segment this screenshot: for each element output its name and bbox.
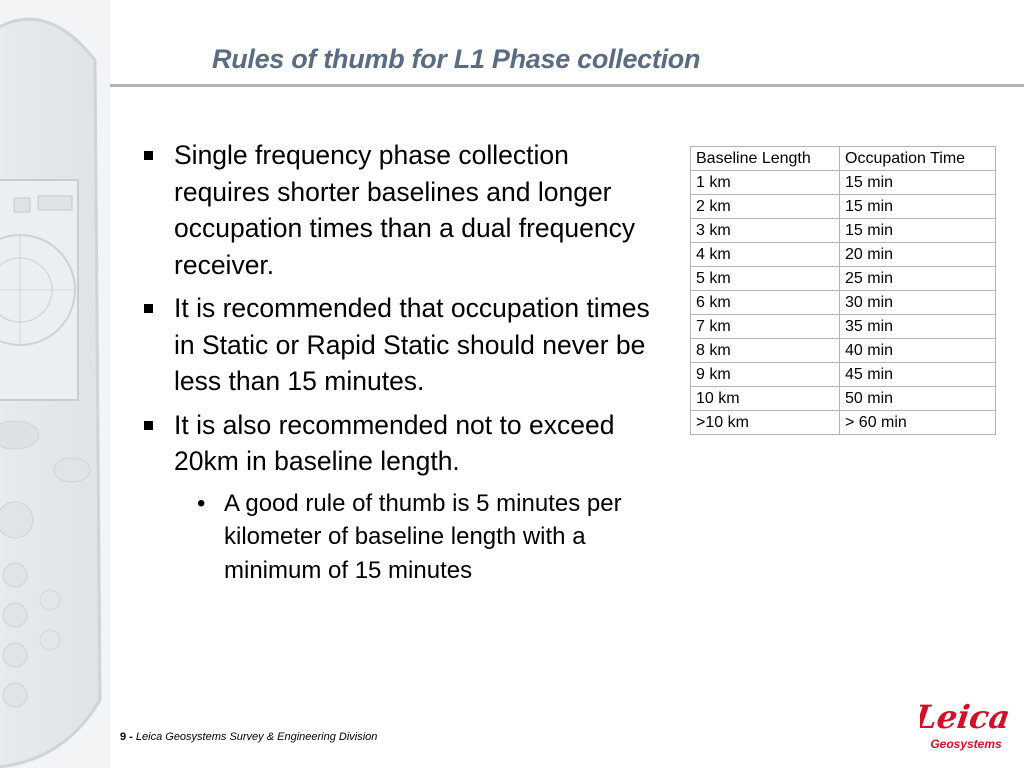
slide-title: Rules of thumb for L1 Phase collection (212, 44, 701, 74)
baseline-occupation-table (690, 146, 996, 435)
footer-text: Leica Geosystems Survey & Engineering Division (135, 731, 378, 743)
table-row (691, 315, 996, 339)
bullet-item: Single frequency phase collection requires shorter baselines and longer occupation times than a dual frequency receiver. (140, 137, 650, 283)
table-cell: 5 km (691, 267, 840, 291)
page-number: 9 - (120, 731, 133, 743)
table-row (691, 195, 996, 219)
table-cell: 4 km (691, 243, 840, 267)
table-cell: 30 min (840, 291, 996, 315)
logo-brand: Leica (920, 698, 1012, 736)
table-cell: 1 km (691, 171, 840, 195)
title-divider (110, 84, 1024, 87)
table-header-row (691, 147, 996, 171)
table-cell: 20 min (840, 243, 996, 267)
table-cell: 15 min (840, 219, 996, 243)
sub-bullet-item (197, 487, 650, 588)
table-row (691, 171, 996, 195)
logo-subtitle: Geosystems (930, 737, 1002, 751)
table-row (691, 339, 996, 363)
table-cell: 15 min (840, 171, 996, 195)
table-cell: 7 km (691, 315, 840, 339)
table-cell: 25 min (840, 267, 996, 291)
table-row (691, 219, 996, 243)
table-row (691, 267, 996, 291)
table-row (691, 243, 996, 267)
bullet-list (140, 137, 650, 587)
slide-footer (120, 731, 377, 743)
table-cell: 2 km (691, 195, 840, 219)
device-background-graphic (0, 0, 110, 768)
table-header-cell: Occupation Time (840, 147, 996, 171)
bullet-item: It is also recommended not to exceed 20km in baseline length. (140, 407, 650, 480)
table-row (691, 411, 996, 435)
sub-bullet-text: A good rule of thumb is 5 minutes per kilometer of baseline length with a minimum of 15 minutes (224, 489, 622, 584)
table-cell: 9 km (691, 363, 840, 387)
table-cell: > 60 min (840, 411, 996, 435)
table-cell: 45 min (840, 363, 996, 387)
table-row (691, 291, 996, 315)
table-cell: 50 min (840, 387, 996, 411)
leica-geosystems-logo (920, 690, 1012, 754)
table-cell: 15 min (840, 195, 996, 219)
table-row (691, 387, 996, 411)
table-cell: 35 min (840, 315, 996, 339)
table-cell: 6 km (691, 291, 840, 315)
table-header-cell: Baseline Length (691, 147, 840, 171)
table-cell: 3 km (691, 219, 840, 243)
table-cell: 8 km (691, 339, 840, 363)
table-cell: >10 km (691, 411, 840, 435)
bullet-item: It is recommended that occupation times in Static or Rapid Static should never be less than 15 minutes. (140, 290, 650, 400)
table-cell: 40 min (840, 339, 996, 363)
table-row (691, 363, 996, 387)
table-cell: 10 km (691, 387, 840, 411)
sub-bullet-marker: • (197, 489, 206, 517)
